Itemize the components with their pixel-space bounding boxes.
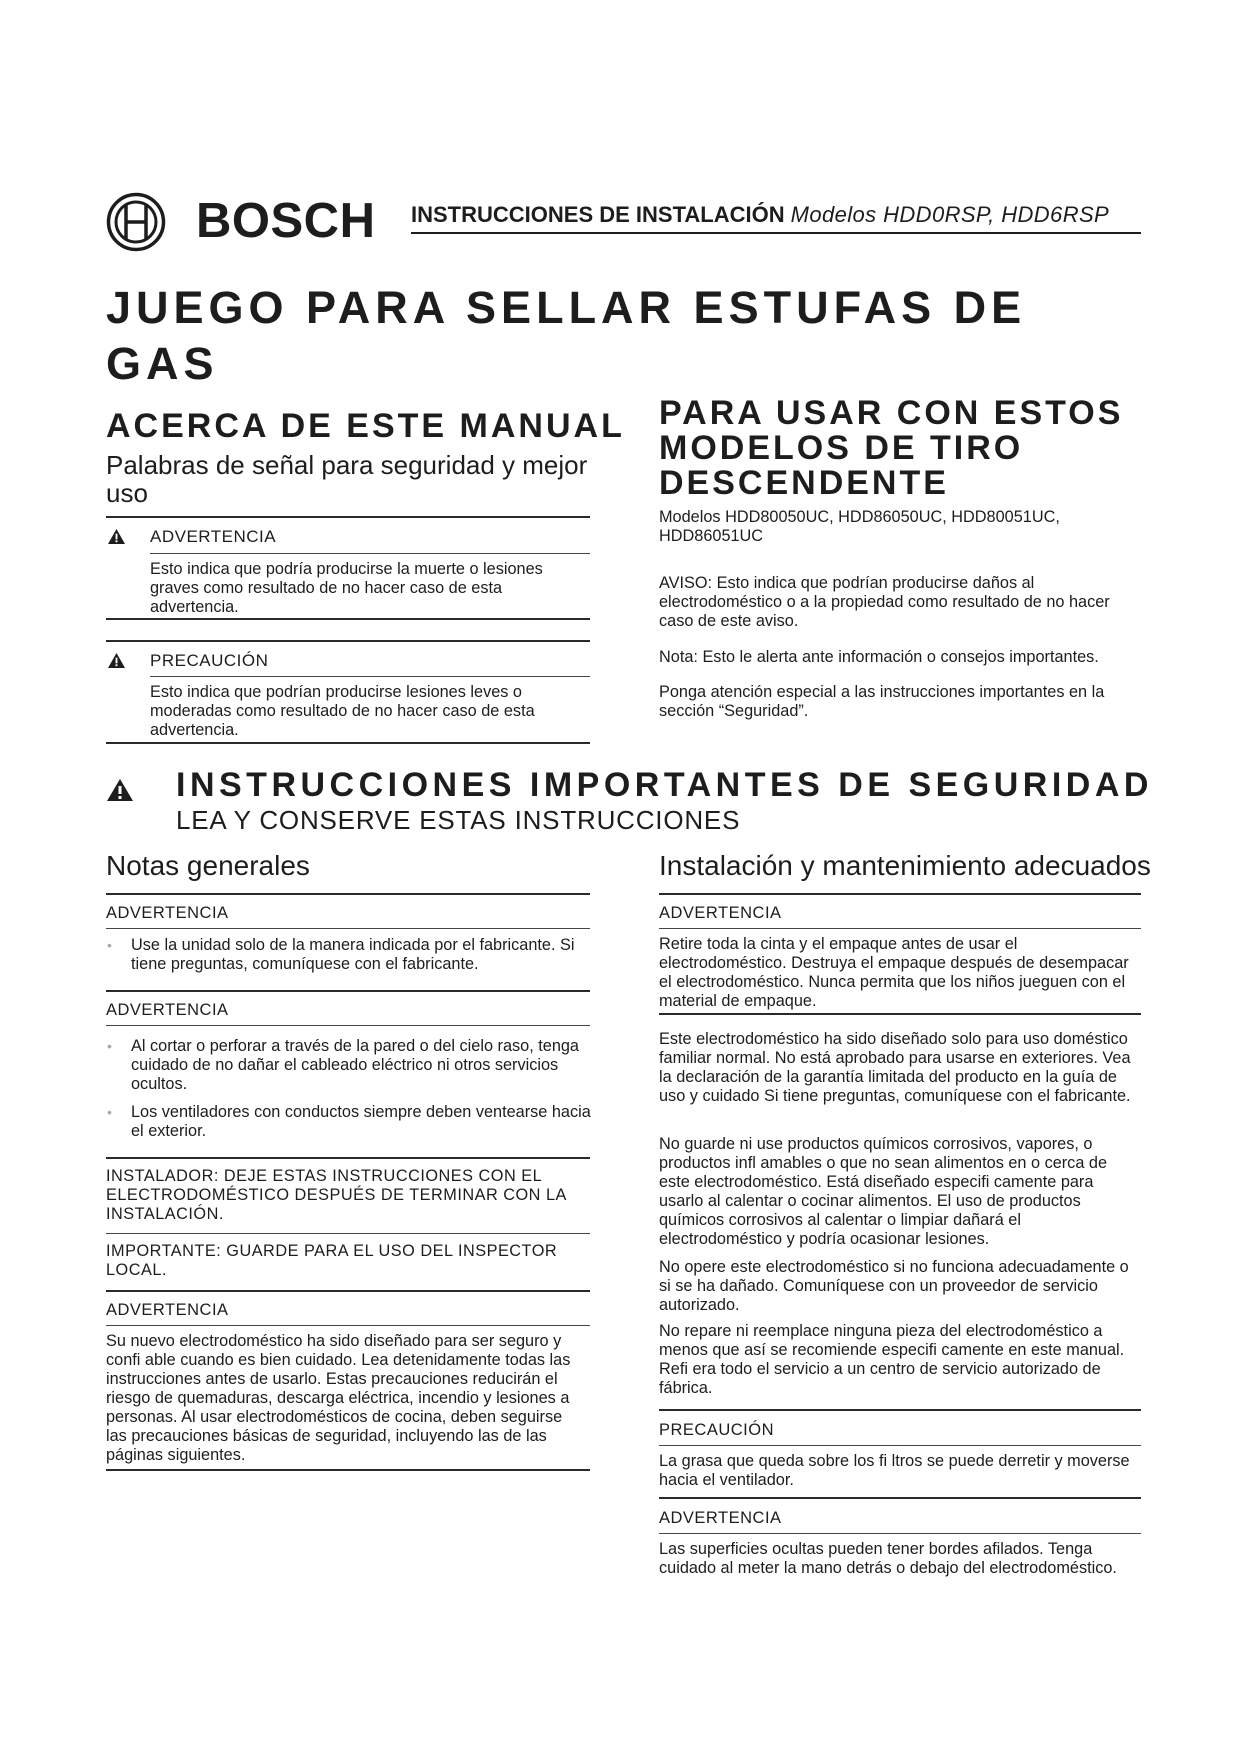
warning-label: ADVERTENCIA bbox=[106, 1301, 229, 1319]
caution-text: La grasa que queda sobre los fi ltros se puede derretir y moverse hacia el ventilador. bbox=[659, 1452, 1130, 1489]
caution-label: PRECAUCIÓN bbox=[150, 651, 269, 670]
divider bbox=[106, 1469, 590, 1471]
header-models: Modelos HDD0RSP, HDD6RSP bbox=[790, 202, 1110, 227]
document-header bbox=[411, 202, 1141, 228]
warning-label: ADVERTENCIA bbox=[659, 1509, 782, 1527]
divider bbox=[106, 1325, 590, 1326]
divider bbox=[659, 928, 1141, 929]
divider bbox=[150, 676, 590, 677]
caution-text: Esto indica que podrían producirse lesiones leves o moderadas como resultado de no hacer caso de esta advertencia. bbox=[150, 683, 535, 739]
page-title: JUEGO PARA SELLAR ESTUFAS DE GAS bbox=[106, 282, 1027, 389]
warning-text: Su nuevo electrodoméstico ha sido diseñado para ser seguro y confi able cuando es bien cuidado. Lea detenidamente todas las instrucciones antes de usarlo. Estas precauciones reducirán el riesgo de quemaduras, descarga eléctrica, incendio y lesiones a personas. Al usar electrodomésticos de cocina, deben seguirse las precauciones básicas de seguridad, incluyendo las de las páginas siguientes. bbox=[106, 1332, 571, 1464]
models-section-title: PARA USAR CON ESTOS MODELOS DE TIRO DESCENDENTE bbox=[659, 394, 1124, 502]
divider bbox=[659, 1409, 1141, 1411]
warning-label: ADVERTENCIA bbox=[150, 527, 277, 546]
installation-title: Instalación y mantenimiento adecuados bbox=[659, 850, 1151, 881]
header-rule bbox=[411, 232, 1141, 234]
divider bbox=[659, 1497, 1141, 1499]
about-subtitle: Palabras de señal para seguridad y mejor uso bbox=[106, 450, 588, 508]
bullet-icon: • bbox=[107, 937, 112, 953]
divider bbox=[106, 516, 590, 518]
models-list: Modelos HDD80050UC, HDD86050UC, HDD80051UC, HDD86051UC bbox=[659, 508, 1060, 545]
divider bbox=[106, 618, 590, 620]
bosch-logo-icon bbox=[106, 192, 166, 252]
divider bbox=[106, 893, 590, 895]
list-item bbox=[107, 1037, 591, 1094]
paragraph: No repare ni reemplace ninguna pieza del electrodoméstico a menos que así se recomiende especifi camente en este manual. Refi era todo el servicio a un centro de servicio autorizado de fábrica. bbox=[659, 1322, 1125, 1397]
important-note: IMPORTANTE: GUARDE PARA EL USO DEL INSPECTOR LOCAL. bbox=[106, 1242, 558, 1279]
bullet-icon: • bbox=[107, 1104, 112, 1120]
attention-text: Ponga atención especial a las instrucciones importantes en la sección “Seguridad”. bbox=[659, 683, 1105, 720]
list-item-text: Los ventiladores con conductos siempre deben ventearse hacia el exterior. bbox=[131, 1103, 591, 1140]
divider bbox=[106, 990, 590, 992]
warning-label: ADVERTENCIA bbox=[659, 904, 782, 922]
divider bbox=[150, 553, 590, 554]
warning-text: Retire toda la cinta y el empaque antes de usar el electrodoméstico. Destruya el empaque después de desempacar el electrodoméstico. Nunca permita que los niños jueguen con el material de empaque. bbox=[659, 935, 1129, 1010]
divider bbox=[106, 1157, 590, 1159]
divider bbox=[106, 928, 590, 929]
list-item-text: Al cortar o perforar a través de la pared o del cielo raso, tenga cuidado de no dañar el cableado eléctrico ni otros servicios ocultos. bbox=[131, 1037, 579, 1093]
about-title: ACERCA DE ESTE MANUAL bbox=[106, 407, 625, 445]
divider bbox=[659, 1013, 1141, 1015]
paragraph: No opere este electrodoméstico si no funciona adecuadamente o si se ha dañado. Comuníquese con un proveedor de servicio autorizado. bbox=[659, 1258, 1129, 1314]
caution-triangle-icon bbox=[107, 652, 126, 669]
safety-alert-icon bbox=[106, 778, 134, 802]
list-item bbox=[107, 1103, 591, 1141]
notice-text: AVISO: Esto indica que podrían producirse daños al electrodoméstico o a la propiedad como resultado de no hacer caso de este aviso. bbox=[659, 574, 1110, 630]
divider bbox=[659, 893, 1141, 895]
warning-text: Las superficies ocultas pueden tener bordes afilados. Tenga cuidado al meter la mano detrás o debajo del electrodoméstico. bbox=[659, 1540, 1117, 1577]
divider bbox=[106, 1290, 590, 1292]
list-item-text: Use la unidad solo de la manera indicada por el fabricante. Si tiene preguntas, comuníquese con el fabricante. bbox=[131, 936, 575, 973]
safety-subtitle: LEA Y CONSERVE ESTAS INSTRUCCIONES bbox=[176, 805, 741, 835]
warning-label: ADVERTENCIA bbox=[106, 904, 229, 922]
divider bbox=[106, 742, 590, 744]
warning-text: Esto indica que podría producirse la muerte o lesiones graves como resultado de no hacer caso de esta advertencia. bbox=[150, 560, 543, 616]
warning-label: ADVERTENCIA bbox=[106, 1001, 229, 1019]
safety-title: INSTRUCCIONES IMPORTANTES DE SEGURIDAD bbox=[176, 766, 1153, 804]
warning-triangle-icon bbox=[107, 528, 126, 545]
document-type: INSTRUCCIONES DE INSTALACIÓN bbox=[411, 202, 785, 227]
paragraph: No guarde ni use productos químicos corrosivos, vapores, o productos infl amables o que no sean alimentos en o cerca de este electrodoméstico. Está diseñado especifi camente para usarlo al calentar o cocinar alimentos. El uso de productos químicos corrosivos al calentar o limpiar dañará el electrodoméstico y podría ocasionar lesiones. bbox=[659, 1135, 1108, 1248]
list-item bbox=[107, 936, 591, 974]
note-text: Nota: Esto le alerta ante información o consejos importantes. bbox=[659, 648, 1099, 666]
bullet-icon: • bbox=[107, 1038, 112, 1054]
installer-note: INSTALADOR: DEJE ESTAS INSTRUCCIONES CON EL ELECTRODOMÉSTICO DESPUÉS DE TERMINAR CON LA INSTALACIÓN. bbox=[106, 1167, 566, 1223]
general-notes-title: Notas generales bbox=[106, 850, 310, 881]
brand-name: BOSCH bbox=[196, 194, 376, 248]
divider bbox=[106, 640, 590, 642]
divider bbox=[106, 1025, 590, 1026]
caution-label: PRECAUCIÓN bbox=[659, 1421, 775, 1439]
divider bbox=[106, 1233, 590, 1234]
divider bbox=[659, 1445, 1141, 1446]
divider bbox=[659, 1533, 1141, 1534]
paragraph: Este electrodoméstico ha sido diseñado solo para uso doméstico familiar normal. No está aprobado para usarse en exteriores. Vea la declaración de la garantía limitada del producto en la guía de uso y cuidado Si tiene preguntas, comuníquese con el fabricante. bbox=[659, 1030, 1131, 1105]
